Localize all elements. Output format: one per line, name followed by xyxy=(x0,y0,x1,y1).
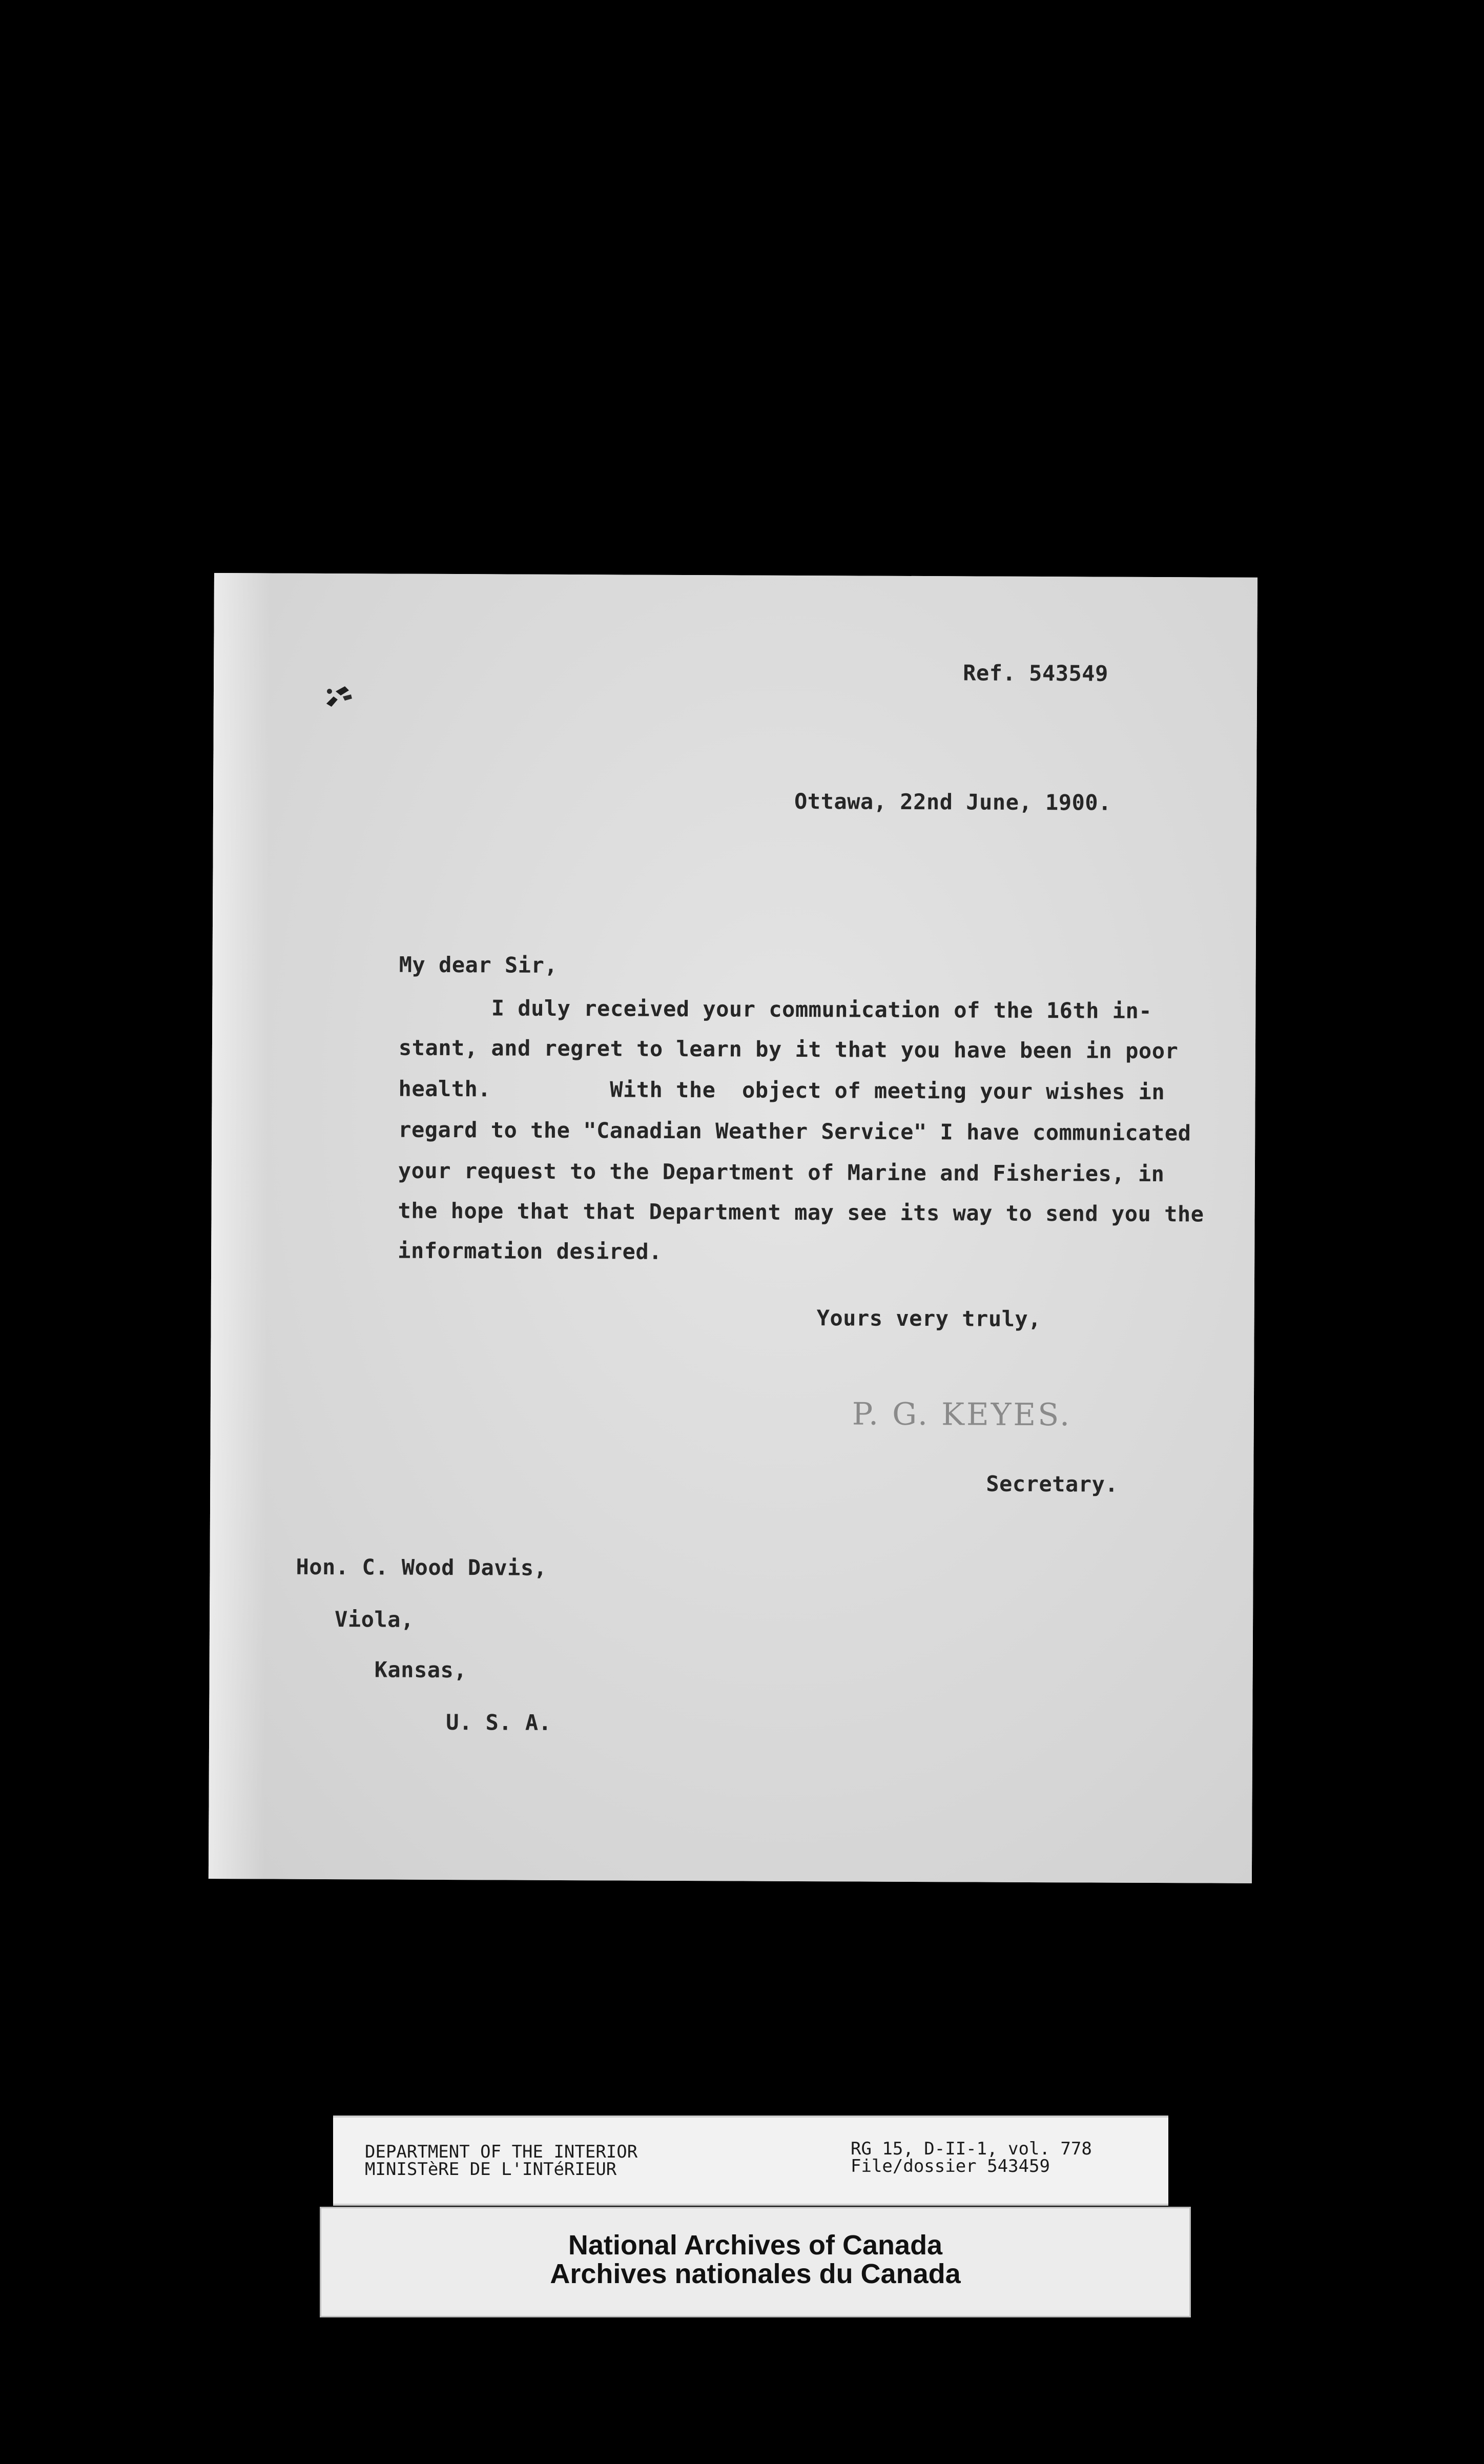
address-line: Hon. C. Wood Davis, xyxy=(296,1554,547,1580)
national-archives-plate xyxy=(320,2207,1191,2317)
department-french: MINISTèRE DE L'INTéRIEUR xyxy=(365,2159,617,2180)
salutation: My dear Sir, xyxy=(399,952,558,978)
letter-date: Ottawa, 22nd June, 1900. xyxy=(794,788,1112,815)
address-line: Viola, xyxy=(334,1607,414,1632)
closing: Yours very truly, xyxy=(816,1305,1042,1332)
body-line: regard to the "Canadian Weather Service" I have communicated xyxy=(398,1117,1191,1146)
ink-mark-icon xyxy=(322,681,354,711)
signature-stamp: P. G. KEYES. xyxy=(852,1396,1072,1433)
archive-reference-strip xyxy=(333,2116,1168,2206)
archives-name-english: National Archives of Canada xyxy=(568,2230,943,2261)
signer-title: Secretary. xyxy=(986,1471,1119,1497)
body-line: stant, and regret to learn by it that you have been in poor xyxy=(398,1035,1179,1064)
body-line: information desired. xyxy=(398,1238,663,1264)
address-line: U. S. A. xyxy=(446,1709,552,1735)
reference-number: Ref. 543549 xyxy=(963,660,1108,686)
body-line: the hope that that Department may see its way to send you the xyxy=(398,1198,1204,1227)
letter-sheet xyxy=(209,573,1258,1883)
body-line: I duly received your communication of the 16th in- xyxy=(399,995,1152,1023)
body-line: your request to the Department of Marine and Fisheries, in xyxy=(398,1158,1165,1187)
archives-name-french: Archives nationales du Canada xyxy=(550,2258,961,2289)
address-line: Kansas, xyxy=(374,1657,467,1683)
record-group: RG 15, D-II-1, vol. 778 xyxy=(851,2139,1092,2159)
department-english: DEPARTMENT OF THE INTERIOR xyxy=(365,2142,638,2162)
file-number: File/dossier 543459 xyxy=(851,2156,1050,2176)
body-line: health. With the object of meeting your wishes in xyxy=(398,1076,1165,1105)
